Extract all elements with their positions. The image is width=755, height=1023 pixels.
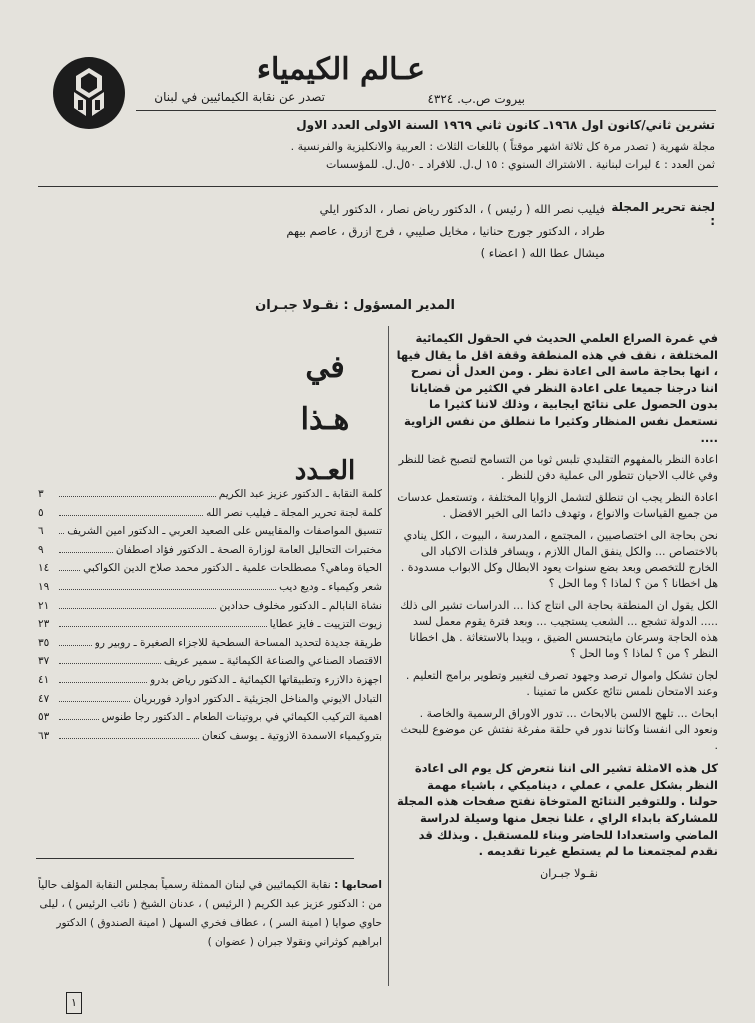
toc-entry [38,693,382,712]
toc-leader [59,589,276,590]
toc-entry [38,637,382,656]
toc-entry-title: كلمة النقابة ـ الدكتور عزيز عبد الكريم [218,488,382,500]
committee-line: فيليب نصر الله ( رئيس ) ، الدكتور رياض نصار ، الدكتور ايلي [319,202,605,216]
editorial-paragraph: لجان تشكل واموال ترصد وجهود تصرف لتغيير وتطوير برامج التعليم . وعند الامتحان نلمس نتائج عكس ما تمنينا . [405,669,718,699]
toc-entry [38,655,382,674]
column-divider [388,326,389,986]
address-line: بيروت ص.ب. ٤٣٢٤ [427,92,525,106]
toc-entry-page: ٣٥ [38,636,50,649]
toc-entry-title: التبادل الايوني والمناخل الجزيئية ـ الدكتور ادوارد فوربريان [133,692,382,705]
toc-entry-title: شعر وكيمياء ـ وديع ديب [279,580,382,593]
toc-entry [38,562,382,581]
toc-entry [38,525,382,544]
toc-entry-page: ٤٧ [38,692,50,705]
committee-members [205,198,605,264]
founders-label: اصحابها : [334,879,382,891]
table-of-contents [38,488,382,748]
toc-leader [59,719,99,720]
toc-leader [59,608,216,609]
committee-line: ميشال عطا الله ( اعضاء ) [480,246,605,260]
toc-entry [38,711,382,730]
publisher-line: تصدر عن نقابة الكيمائيين في لبنان [154,90,325,104]
page-number: ١ [66,992,82,1014]
toc-leader [59,496,216,497]
toc-entry-title: مختبرات التحاليل العامة لوزارة الصحة ـ الدكتور فؤاد اصطفان [115,543,382,556]
toc-leader [59,663,161,664]
toc-entry-title: كلمة لجنة تحرير المجلة ـ فيليب نصر الله [206,506,382,519]
toc-entry-page: ٢١ [38,599,50,612]
toc-entry [38,507,382,526]
toc-entry [38,618,382,637]
toc-entry-page: ١٤ [38,562,50,575]
toc-entry [38,674,382,693]
toc-entry-title: اجهزة دالازرء وتطبيقاتها الكيمائية ـ الدكتور رياض بدرو [150,673,382,686]
toc-entry-page: ٦ [38,525,44,538]
toc-heading-word-2: هـذا [300,402,350,437]
committee-line: طراد ، الدكتور جورج حنانيا ، مخايل صليبي ، فرج ازرق ، عاصم بيهم [286,224,605,238]
toc-heading-word-1: في [305,350,345,385]
toc-entry-page: ٣٧ [38,655,50,668]
editorial-paragraph: كل هذه الامثلة تشير الى اننا نتعرض كل يوم الى اعادة النظر بشكل علمي ، عملي ، ديناميكي ، باشياء مهمة حولنا . وللتوفير النتائج المتوخاة نفتح صفحات هذه المجلة للمشاركة بابداء الراي ، علنا نجعل منها وسيلة لدراسة الماضي واستعدادا للحاضر وبناء للمستقبل . وبذلك قد نقدم لمجتمعنا ما لم يستطع غيرنا تقديمه . [397,761,718,859]
editorial-paragraph: في غمرة الصراع العلمي الحديث في الحقول الكيمائية المختلفة ، نقف في هذه المنطقة وقفة اقل ما يقال فيها ، انها بحاجة ماسة الى اعادة نظر . ومن العدل أن نصرح اننا درجنا جميعا على اعادة النظر في الكثير من قضايانا بدون الحصول على نتائج ايجابية ، وذلك لاننا كثيرا ما نستعمل نفس المنظار وكثيرا ما ننطلق من نفس الزاوية .... [396,331,718,445]
toc-leader [59,701,130,702]
managing-director: المدير المسؤول : نقـولا جبـران [255,298,455,313]
toc-leader [59,682,147,683]
top-rule [38,186,718,187]
toc-leader [59,570,80,571]
toc-entry-page: ٦٣ [38,729,50,742]
price-line: ثمن العدد : ٤ ليرات لبنانية . الاشتراك السنوي : ١٥ ل.ل. للافراد ـ ٥٠ل.ل. للمؤسسات [326,158,715,171]
toc-leader [59,515,203,516]
editorial-column [396,330,718,888]
editorial-paragraph: نحن بحاجة الى اختصاصيين ، المجتمع ، المدرسة ، البيوت ، الكل ينادي بالاختصاص ... والكل ينفق المال اللازم ، ويسافر فلذات الاكباد الى الخارج للتخصص وبعد بضع سنوات يعود الابطال وكل الابواب مسدودة . هل اخطانا ؟ من ؟ لماذا ؟ وما الحل ؟ [400,529,718,591]
issue-line: تشرين ثاني/كانون اول ١٩٦٨ـ كانون ثاني ١٩٦٩ السنة الاولى العدد الاول [296,118,715,132]
toc-entry-title: تنسيق المواصفات والمقاييس على الصعيد العربي ـ الدكتور امين الشريف [67,525,382,538]
toc-entry [38,544,382,563]
toc-entry-page: ٥ [38,506,44,519]
masthead-rule [136,110,716,111]
toc-entry-title: الاقتصاد الصناعي والصناعة الكيمائية ـ سمير عريف [163,655,382,668]
toc-leader [59,738,199,739]
toc-entry [38,730,382,749]
toc-entry-page: ٥٣ [38,711,50,724]
toc-entry [38,600,382,619]
committee-label: لجنة تحرير المجلة : [611,200,715,228]
founders-block [36,876,382,952]
editorial-paragraph: اعادة النظر بالمفهوم التقليدي تلبس ثوبا من التسامح لتصبح غضا للنظر وفي غالب الاحيان تتطور الى عملية دفن للنظر . [398,453,718,483]
editorial-signature: نقـولا جبـران [540,866,598,880]
frequency-line: مجلة شهرية ( تصدر مرة كل ثلاثة اشهر موقتاً ) باللغات الثلاث : العربية والانكليزية والفرنسية . [290,140,715,153]
founders-text: نقابة الكيمائيين في لبنان الممثلة رسمياً بمجلس النقابة المؤلف حالياً من : الدكتور عزيز عبد الكريم ( الرئيس ) ، عدنان الشيخ ( نائب الرئيس ) ، ليلى حاوي صوايا ( امينة السر ) ، عطاف فخري السهل ( امينة الصندوق ) الدكتور ابراهيم كوثراني ونقولا جبران ( عضوان ) [38,879,382,948]
toc-leader [59,626,267,627]
editorial-paragraph: الكل يقول ان المنطقة بحاجة الى انتاج كذا ... الدراسات تشير الى ذلك ..... الدولة تشجع ... الشعب يستجيب ... وبعد فترة يقوم معمل لسد هذه الحاجة وسرعان مايتحسس الضيق ، وبيدا بالاستغاثة . هل اخطانا النظر ؟ من ؟ لماذا ؟ وما الحل ؟ [400,599,718,661]
toc-leader [59,645,92,646]
toc-entry-title: اهمية التركيب الكيمائي في بروتينات الطعام ـ الدكتور رجا طنوس [101,711,382,724]
toc-entry [38,488,382,507]
toc-entry-page: ٢٣ [38,618,50,631]
toc-entry [38,581,382,600]
editorial-paragraph: اعادة النظر يجب ان تنطلق لتشمل الزوايا المختلفة ، وتستعمل عدسات من جميع القياسات والانواع ، وتهدف دائما الى الخير الافضل . [397,491,718,521]
toc-entry-page: ٤١ [38,673,50,686]
toc-entry-page: ٣ [38,488,44,500]
toc-bottom-rule [36,858,354,859]
magazine-title: عـالم الكيمياء [256,52,425,87]
toc-entry-title: الحياة وماهي؟ مصطلحات علمية ـ الدكتور محمد صلاح الدين الكواكبي [83,562,382,575]
toc-entry-title: نشأة النابالم ـ الدكتور مخلوف حدادين [219,599,382,612]
chemists-syndicate-logo [52,56,126,130]
toc-entry-page: ٩ [38,543,44,556]
toc-entry-title: زيوت التزييت ـ فايز عطايا [269,618,382,631]
toc-leader [59,533,64,534]
toc-heading-word-3: العـدد [294,456,356,486]
toc-entry-page: ١٩ [38,580,50,593]
toc-entry-title: طريقة جديدة لتحديد المساحة السطحية للاجزاء الصغيرة ـ روبير رو [94,636,382,649]
editorial-paragraph: ابحاث ... تلهج الالسن بالابحاث ... تدور الاوراق الرسمية والخاصة . ونعود الى انفسنا وكاننا ندور في حلقة مفرغة نفتش عن موضوع للبحث . [400,707,718,753]
toc-entry-title: بتروكيمياء الاسمدة الازوتية ـ يوسف كنعان [202,729,382,742]
toc-leader [59,552,113,553]
